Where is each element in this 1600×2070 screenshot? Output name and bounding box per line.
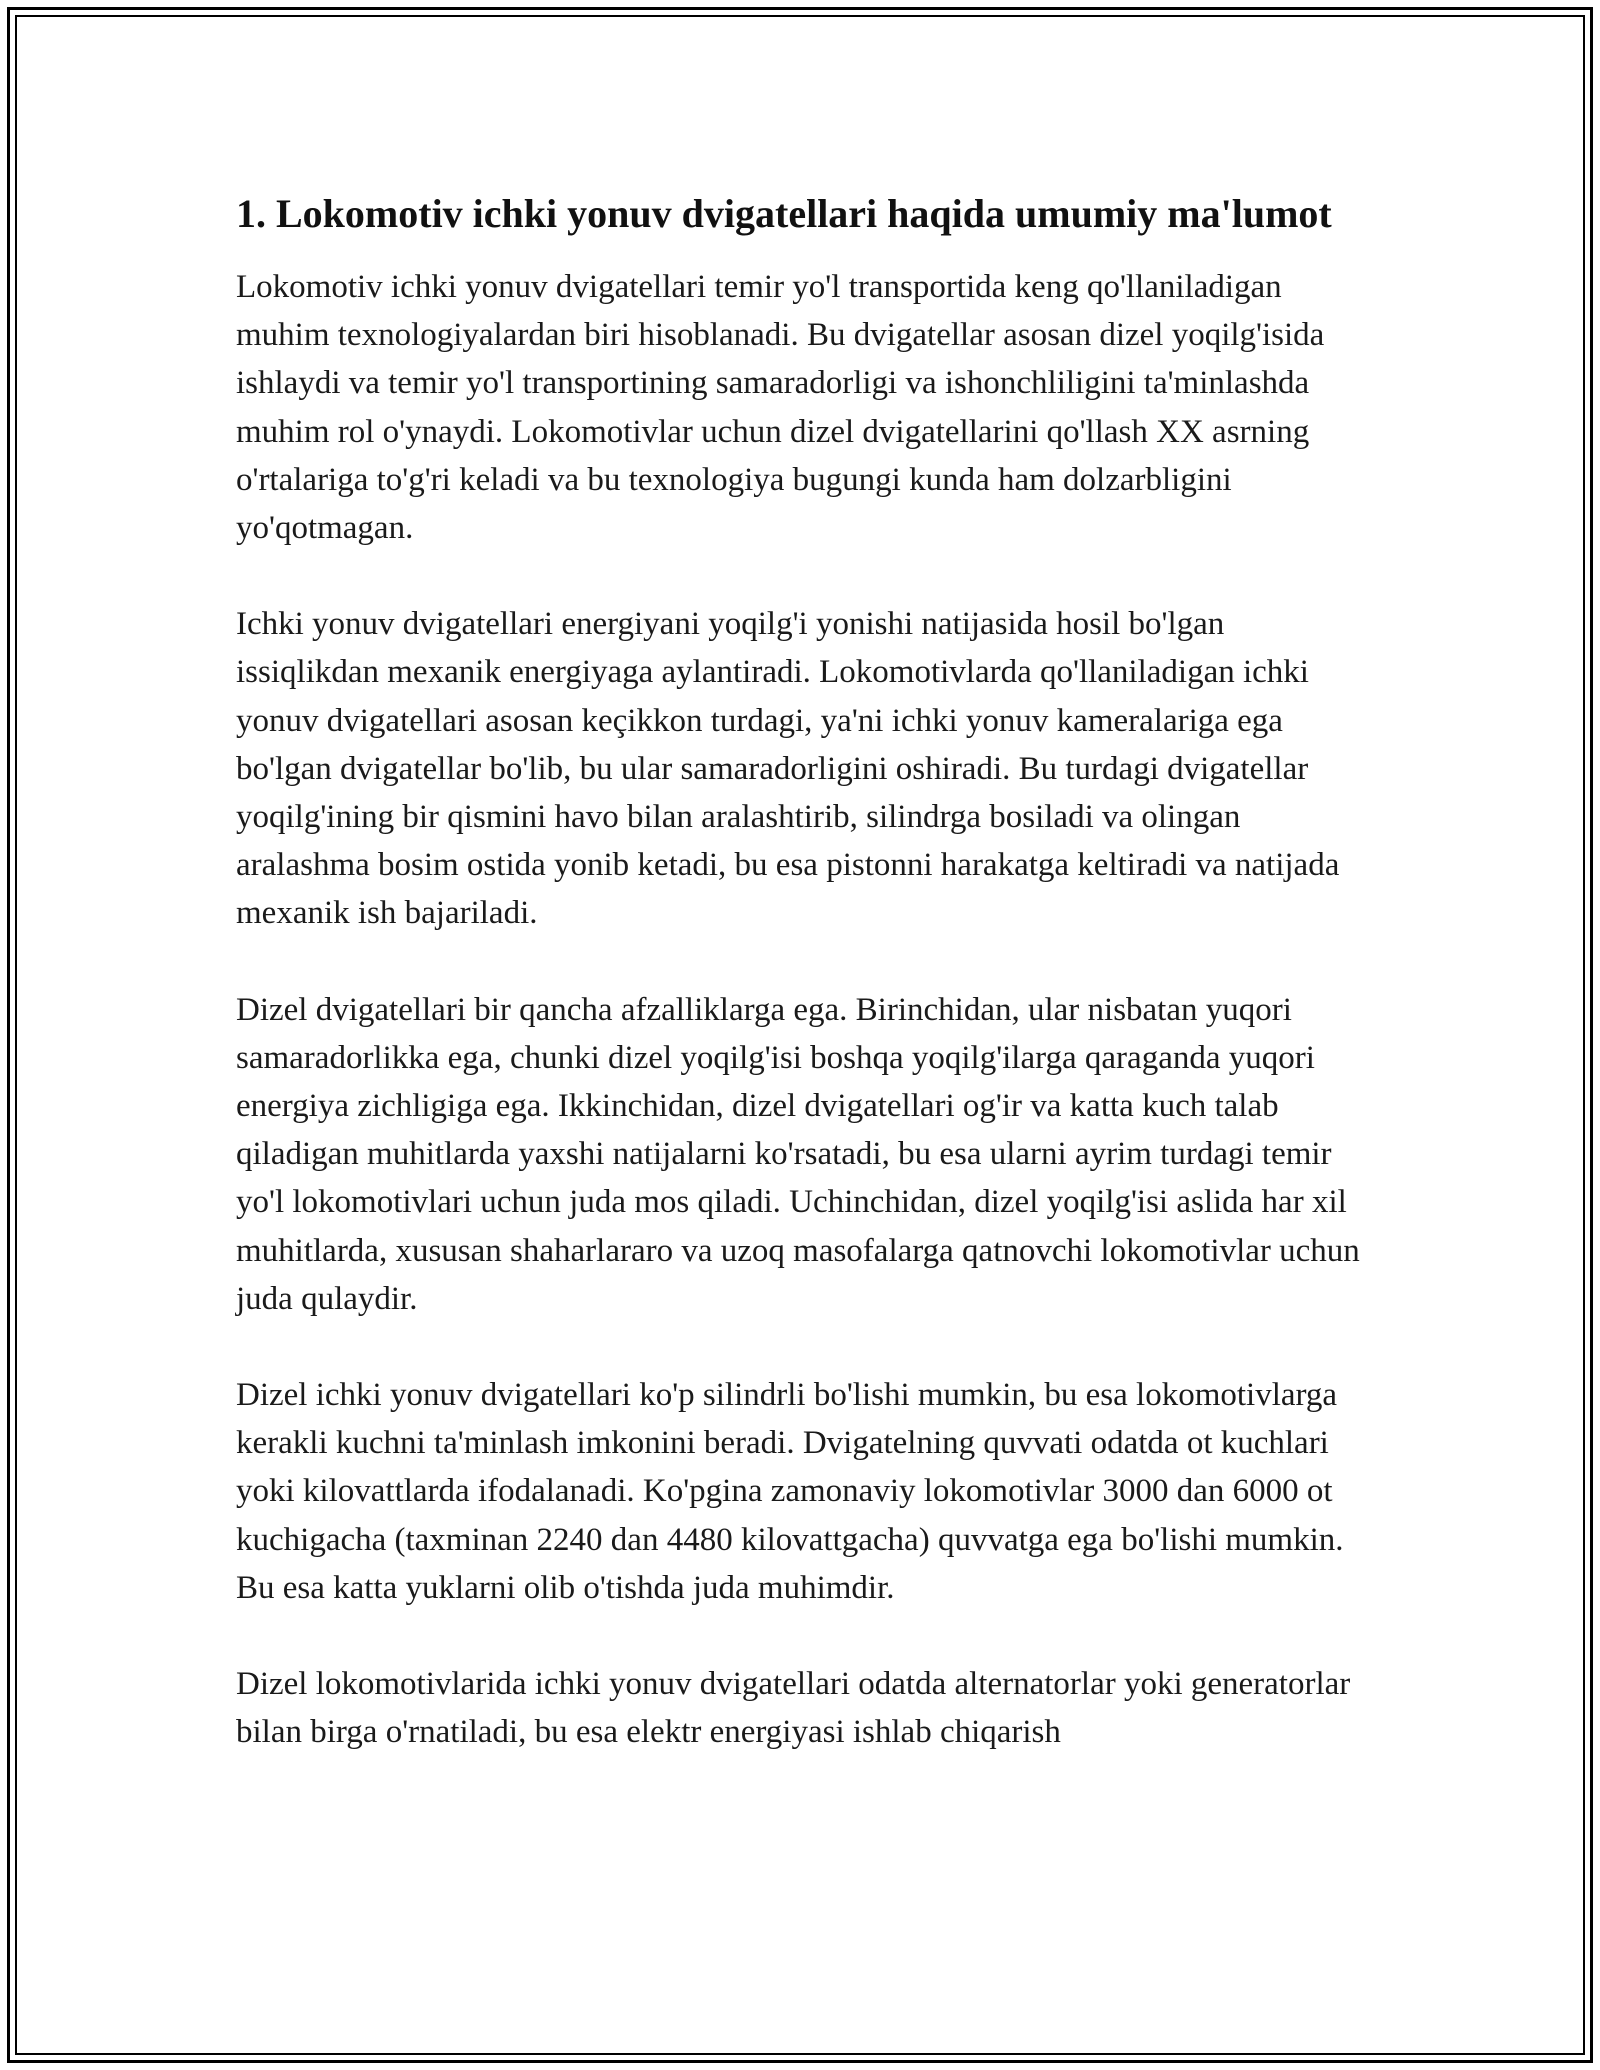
section-heading: 1. Lokomotiv ichki yonuv dvigatellari haqida umumiy ma'lumot [236,191,1332,236]
paragraph-1: Lokomotiv ichki yonuv dvigatellari temir yo'l transportida keng qo'llaniladigan muhim texnologiyalardan biri hisoblanadi. Bu dvigatellar asosan dizel yoqilg'isida ishlaydi va temir yo'l transportining samaradorligi va ishonchliligini ta'minlashda muhim rol o'ynaydi. Lokomotivlar uchun dizel dvigatellarini qo'llash XX asrning o'rtalariga to'g'ri keladi va bu texnologiya bugungi kunda ham dolzarbligini yo'qotmagan. [236,269,1325,547]
paragraph-5: Dizel lokomotivlarida ichki yonuv dvigatellari odatda alternatorlar yoki generatorlar bilan birga o'rnatiladi, bu esa elektr energiyasi ishlab chiqarish [236,1666,1351,1751]
paragraph-2: Ichki yonuv dvigatellari energiyani yoqilg'i yonishi natijasida hosil bo'lgan issiqlikdan mexanik energiyaga aylantiradi. Lokomotivlarda qo'llaniladigan ichki yonuv dvigatellari asosan keçikkon turdagi, ya'ni ichki yonuv kameralariga ega bo'lgan dvigatellar bo'lib, bu ular samaradorligini oshiradi. Bu turdagi dvigatellar yoqilg'ining bir qismini havo bilan aralashtirib, silindrga bosiladi va olingan aralashma bosim ostida yonib ketadi, bu esa pistonni harakatga keltiradi va natijada mexanik ish bajariladi. [236,606,1340,932]
document-body [236,186,1366,1804]
paragraph-4: Dizel ichki yonuv dvigatellari ko'p silindrli bo'lishi mumkin, bu esa lokomotivlarga kerakli kuchni ta'minlash imkonini beradi. Dvigatelning quvvati odatda ot kuchlari yoki kilovattlarda ifodalanadi. Ko'pgina zamonaviy lokomotivlar 3000 dan 6000 ot kuchigacha (taxminan 2240 dan 4480 kilovattgacha) quvvatga ega bo'lishi mumkin. Bu esa katta yuklarni olib o'tishda juda muhimdir. [236,1377,1344,1606]
paragraph-3: Dizel dvigatellari bir qancha afzalliklarga ega. Birinchidan, ular nisbatan yuqori samaradorlikka ega, chunki dizel yoqilg'isi boshqa yoqilg'ilarga qaraganda yuqori energiya zichligiga ega. Ikkinchidan, dizel dvigatellari og'ir va katta kuch talab qiladigan muhitlarda yaxshi natijalarni ko'rsatadi, bu esa ularni ayrim turdagi temir yo'l lokomotivlari uchun juda mos qiladi. Uchinchidan, dizel yoqilg'isi aslida har xil muhitlarda, xususan shaharlararo va uzoq masofalarga qatnovchi lokomotivlar uchun juda qulaydir. [236,991,1360,1317]
